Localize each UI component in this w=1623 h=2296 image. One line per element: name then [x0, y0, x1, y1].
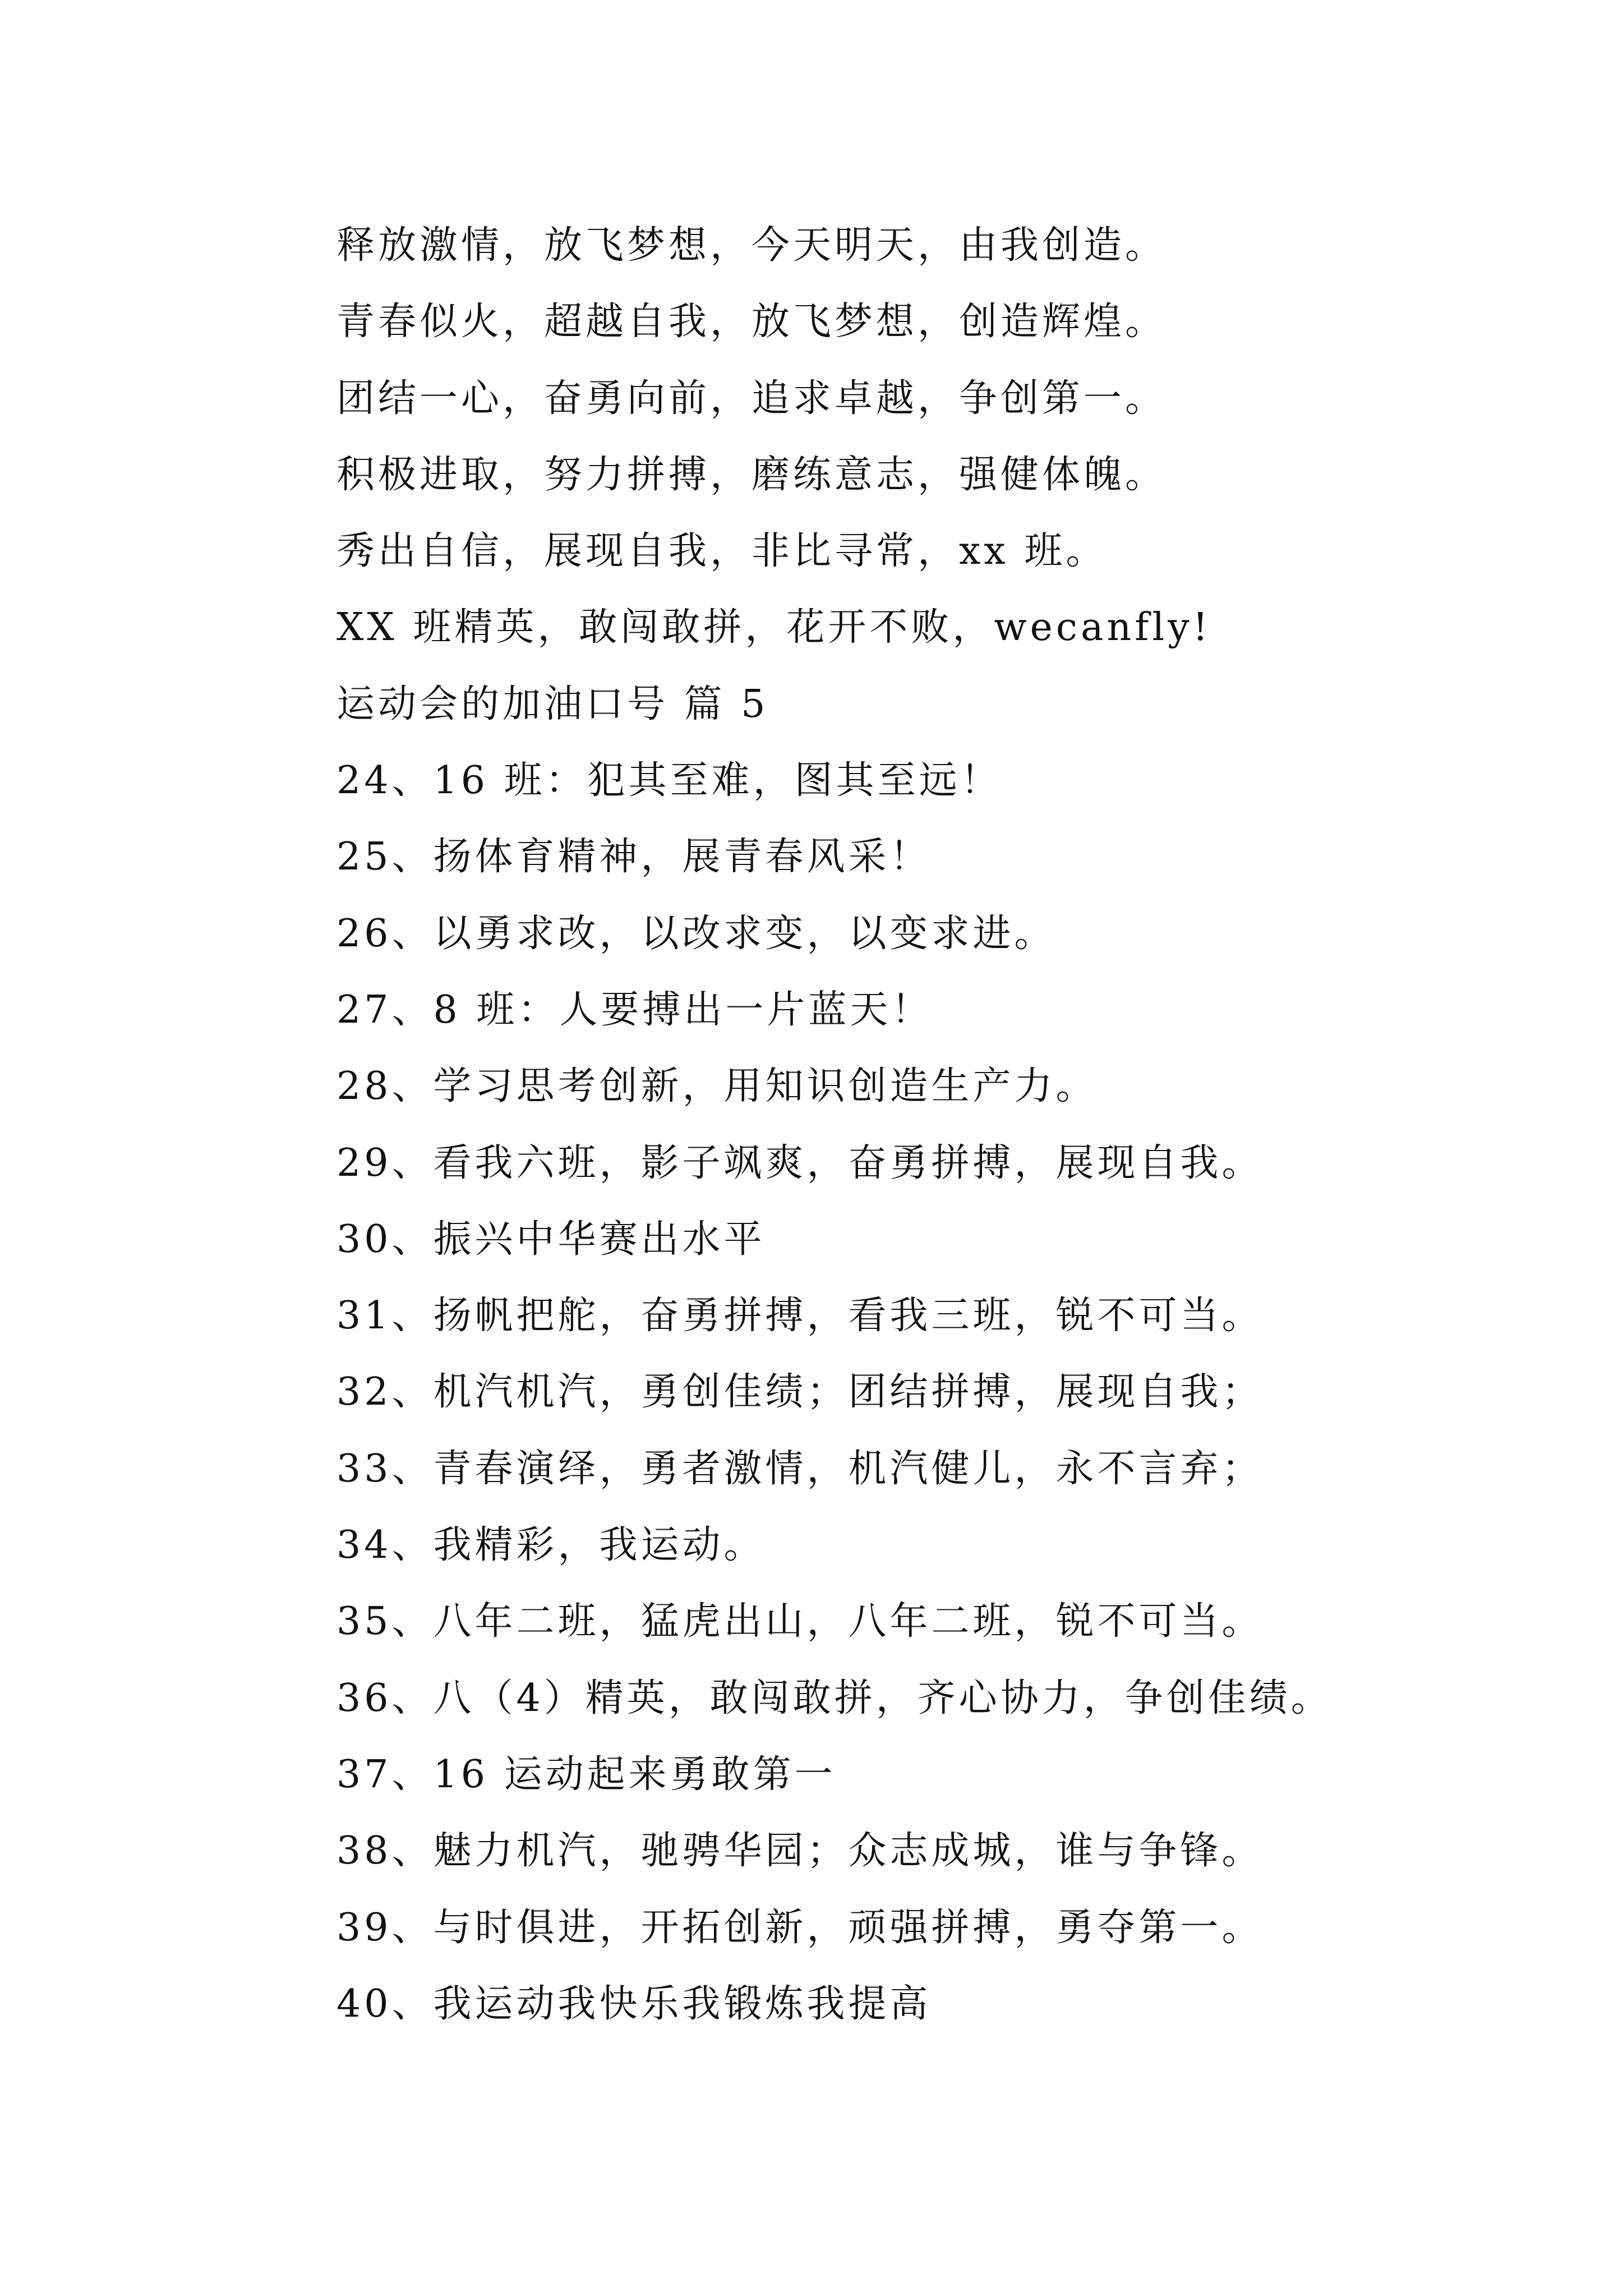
- text-line: 28、学习思考创新，用知识创造生产力。: [336, 1064, 1098, 1109]
- text-line: 40、我运动我快乐我锻炼我提高: [336, 1981, 932, 2026]
- text-line: 34、我精彩，我运动。: [336, 1523, 766, 1568]
- text-line: 青春似火，超越自我，放飞梦想，创造辉煌。: [336, 300, 1167, 344]
- section-heading: 运动会的加油口号 篇 5: [336, 682, 769, 726]
- text-line: 25、扬体育精神，展青春风采！: [336, 835, 932, 880]
- text-line: 33、青春演绎，勇者激情，机汽健儿，永不言弃；: [336, 1446, 1264, 1491]
- text-line: 27、8 班：人要搏出一片蓝天！: [336, 987, 933, 1032]
- text-line: XX 班精英，敢闯敢拼，花开不败，wecanfly!: [336, 605, 1211, 650]
- text-line: 团结一心，奋勇向前，追求卓越，争创第一。: [336, 376, 1167, 421]
- text-line: 秀出自信，展现自我，非比寻常，xx 班。: [336, 529, 1108, 574]
- text-line: 36、八（4）精英，敢闯敢拼，齐心协力，争创佳绩。: [336, 1676, 1332, 1720]
- text-line: 37、16 运动起来勇敢第一: [336, 1752, 836, 1797]
- text-lines: [336, 208, 1542, 2042]
- text-line: 38、魅力机汽，驰骋华园；众志成城，谁与争锋。: [336, 1829, 1264, 1874]
- text-line: 29、看我六班，影子飒爽，奋勇拼搏，展现自我。: [336, 1140, 1264, 1185]
- text-line: 32、机汽机汽，勇创佳绩；团结拼搏，展现自我；: [336, 1370, 1264, 1415]
- text-line: 释放激情，放飞梦想，今天明天，由我创造。: [336, 223, 1167, 268]
- text-line: 积极进取，努力拼搏，磨练意志，强健体魄。: [336, 452, 1167, 497]
- text-line: 39、与时俱进，开拓创新，顽强拼搏，勇夺第一。: [336, 1905, 1264, 1950]
- text-line: 31、扬帆把舵，奋勇拼搏，看我三班，锐不可当。: [336, 1294, 1264, 1338]
- text-line: 30、振兴中华赛出水平: [336, 1217, 766, 1262]
- text-line: 26、以勇求改，以改求变，以变求进。: [336, 911, 1056, 956]
- text-line: 24、16 班：犯其至难，图其至远！: [336, 758, 1002, 803]
- text-line: 35、八年二班，猛虎出山，八年二班，锐不可当。: [336, 1599, 1264, 1644]
